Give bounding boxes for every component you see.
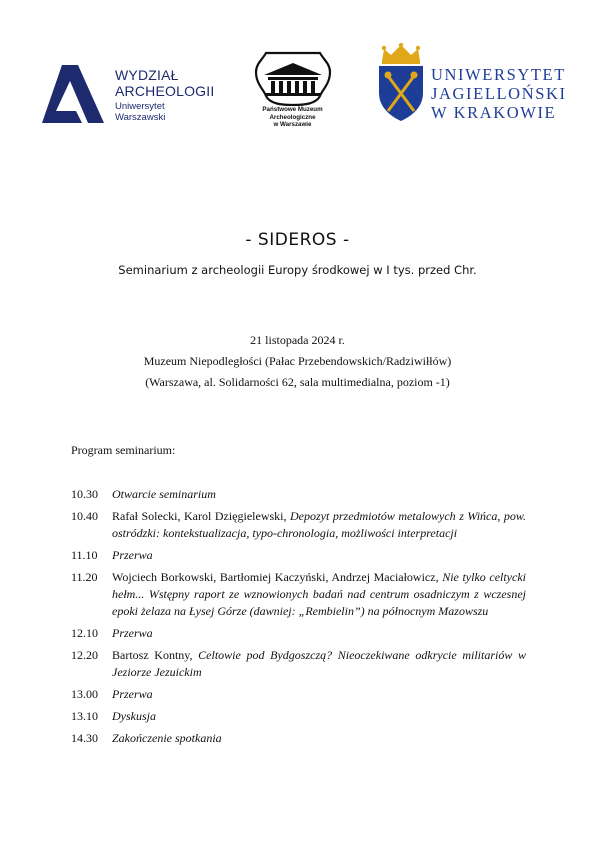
program-time: 12.20 — [71, 648, 98, 662]
program-description — [112, 569, 526, 620]
program-description — [112, 625, 526, 642]
program-title: Zakończenie spotkania — [112, 731, 222, 745]
program-description — [112, 508, 526, 542]
university-logo-line1: UNIWERSYTET — [431, 65, 566, 84]
faculty-logo-line1: WYDZIAŁ — [115, 67, 179, 83]
program-time: 10.40 — [71, 509, 98, 523]
program-time: 13.00 — [71, 687, 98, 701]
museum-logo-line1: Państwowe Muzeum — [262, 106, 323, 113]
program-title: Przerwa — [112, 687, 153, 701]
jagiellonian-university-logo — [376, 43, 566, 123]
program-item — [71, 508, 526, 542]
program-item — [71, 647, 526, 681]
event-date: 21 listopada 2024 r. — [250, 333, 345, 347]
program-item — [71, 547, 526, 564]
program-description — [112, 730, 526, 747]
program-item — [71, 625, 526, 642]
program-item — [71, 686, 526, 703]
faculty-logo-line4: Warszawski — [115, 112, 166, 123]
program-authors: Rafał Solecki, Karol Dzięgielewski, — [112, 509, 291, 523]
seminar-title: - SIDEROS - — [245, 230, 350, 250]
program-item — [71, 569, 526, 620]
program-description — [112, 486, 526, 503]
program-item — [71, 708, 526, 725]
program-title: Przerwa — [112, 548, 153, 562]
program-authors: Wojciech Borkowski, Bartłomiej Kaczyński, Andrzej Maciałowicz, — [112, 570, 443, 584]
program-authors: Bartosz Kontny, — [112, 648, 199, 662]
program-title: Depozyt przedmiotów metalowych z Wińca, pow. ostródzki: kontekstualizacja, typo-chronologia, możliwości interpretacji — [112, 509, 527, 540]
program-description — [112, 547, 526, 564]
program-time: 11.20 — [71, 570, 98, 584]
event-address: (Warszawa, al. Solidarności 62, sala multimedialna, poziom -1) — [145, 375, 450, 389]
program-time: 12.10 — [71, 626, 98, 640]
program-list — [71, 486, 526, 752]
program-title: Nie tylko celtycki hełm... Wstępny raport ze wznowionych badań nad centrum osadniczym z wczesnej epoki żelaza na Łysej Górze (dawniej: „Rembielin”) na północnym Mazowszu — [112, 570, 526, 618]
university-logo-line3: W KRAKOWIE — [431, 103, 557, 122]
program-time: 10.30 — [71, 487, 98, 501]
faculty-logo-line3: Uniwersytet — [115, 101, 165, 112]
program-title: Otwarcie seminarium — [112, 487, 216, 501]
program-title: Dyskusja — [112, 709, 156, 723]
program-description — [112, 647, 526, 681]
university-logo-line2: JAGIELLOŃSKI — [431, 84, 567, 103]
museum-building-icon — [254, 50, 332, 106]
state-archaeological-museum-logo — [245, 50, 340, 145]
program-time: 11.10 — [71, 548, 98, 562]
university-crest-icon — [376, 43, 426, 123]
museum-logo-line3: w Warszawie — [273, 121, 312, 128]
program-heading: Program seminarium: — [71, 443, 176, 457]
program-description — [112, 686, 526, 703]
program-item — [71, 730, 526, 747]
program-time: 14.30 — [71, 731, 98, 745]
faculty-of-archaeology-logo — [42, 63, 232, 123]
faculty-a-mark-icon — [42, 65, 104, 123]
program-description — [112, 708, 526, 725]
program-item — [71, 486, 526, 503]
faculty-logo-line2: ARCHEOLOGII — [115, 83, 215, 99]
program-time: 13.10 — [71, 709, 98, 723]
museum-logo-line2: Archeologiczne — [269, 113, 316, 121]
seminar-subtitle: Seminarium z archeologii Europy środkowej w I tys. przed Chr. — [118, 263, 477, 277]
program-title: Przerwa — [112, 626, 153, 640]
event-venue: Muzeum Niepodległości (Pałac Przebendowskich/Radziwiłłów) — [143, 354, 452, 368]
program-title: Celtowie pod Bydgoszczą? Nieoczekiwane odkrycie militariów w Jeziorze Jezuickim — [112, 648, 526, 679]
